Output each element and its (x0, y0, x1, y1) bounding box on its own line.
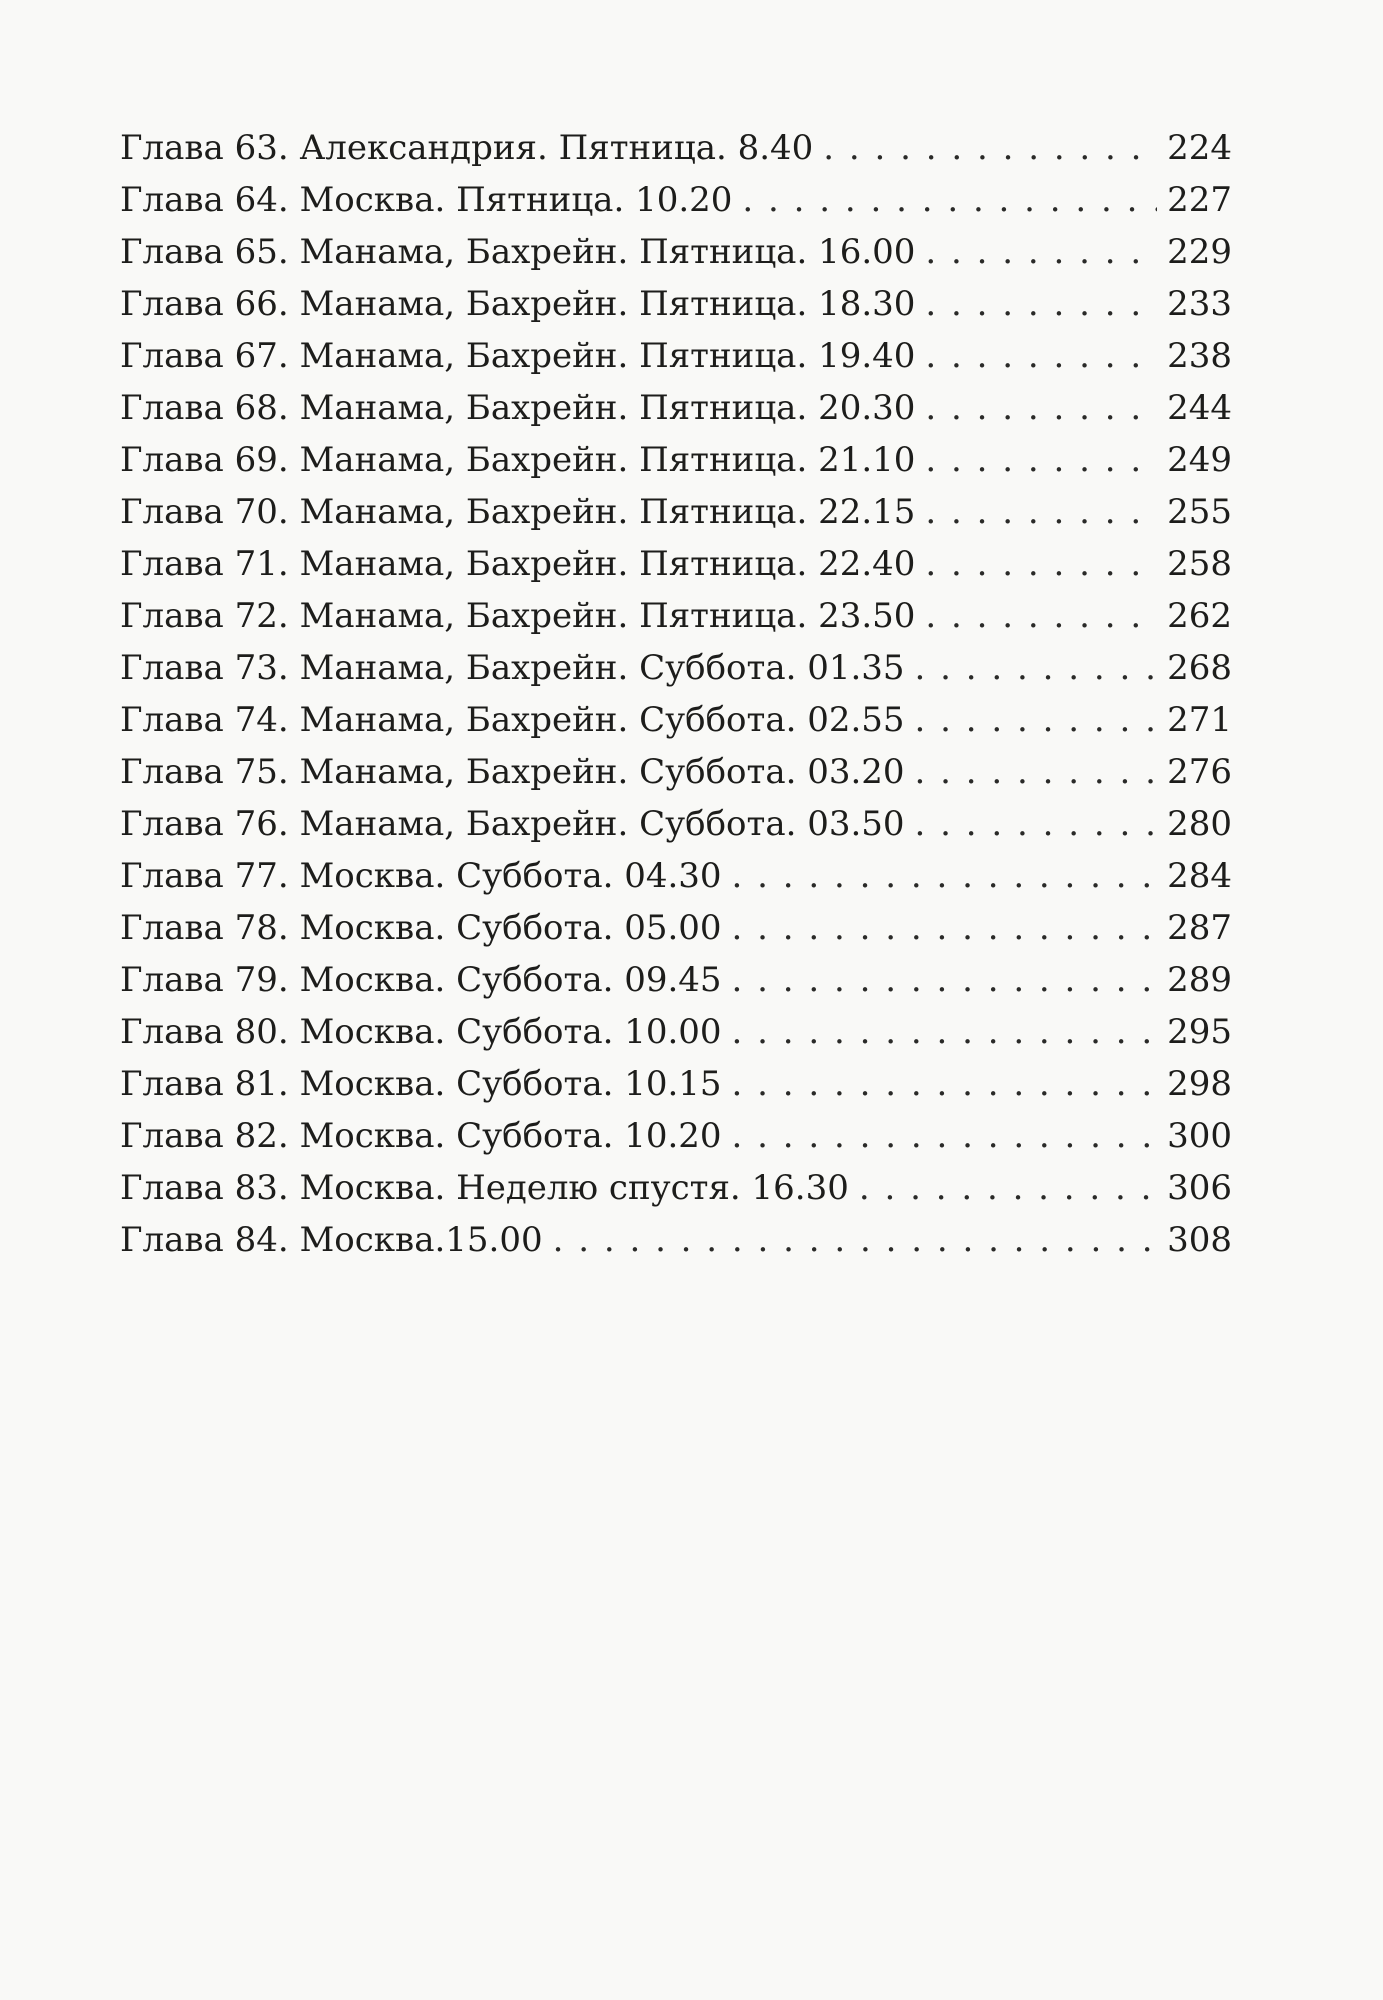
toc-entry-leader-dots (732, 902, 1158, 954)
toc-entry (120, 278, 1232, 330)
toc-entry (120, 590, 1232, 642)
toc-entry-leader-dots (925, 434, 1157, 486)
toc-entry-leader-dots (925, 226, 1157, 278)
toc-entry-leader-dots (925, 278, 1157, 330)
toc-entry-title: Глава 74. Манама, Бахрейн. Суббота. 02.55 (120, 700, 905, 740)
toc-entry (120, 1058, 1232, 1110)
toc-entry-title: Глава 78. Москва. Суббота. 05.00 (120, 908, 722, 948)
toc-entry (120, 954, 1232, 1006)
toc-entry-page-number: 289 (1167, 960, 1232, 1000)
toc-entry-title: Глава 69. Манама, Бахрейн. Пятница. 21.10 (120, 440, 916, 480)
toc-entry-leader-dots (915, 642, 1158, 694)
toc-entry-title: Глава 79. Москва. Суббота. 09.45 (120, 960, 722, 1000)
toc-entry (120, 1110, 1232, 1162)
toc-entry-page-number: 300 (1167, 1116, 1232, 1156)
toc-entry-leader-dots (732, 1058, 1158, 1110)
toc-entry-leader-dots (732, 850, 1158, 902)
toc-entry-page-number: 295 (1167, 1012, 1232, 1052)
toc-entry-title: Глава 63. Александрия. Пятница. 8.40 (120, 128, 814, 168)
toc-entry-title: Глава 66. Манама, Бахрейн. Пятница. 18.30 (120, 284, 916, 324)
toc-entry-leader-dots (553, 1214, 1157, 1266)
toc-entry-leader-dots (742, 174, 1157, 226)
toc-entry-title: Глава 83. Москва. Неделю спустя. 16.30 (120, 1168, 849, 1208)
toc-entry-page-number: 298 (1167, 1064, 1232, 1104)
toc-entry-title: Глава 70. Манама, Бахрейн. Пятница. 22.15 (120, 492, 916, 532)
toc-entry-leader-dots (823, 122, 1157, 174)
toc-entry-page-number: 229 (1167, 232, 1232, 272)
toc-entry-page-number: 255 (1167, 492, 1232, 532)
toc-entry (120, 538, 1232, 590)
toc-entry-page-number: 271 (1167, 700, 1232, 740)
toc-entry-page-number: 227 (1167, 180, 1232, 220)
toc-entry-title: Глава 65. Манама, Бахрейн. Пятница. 16.00 (120, 232, 916, 272)
toc-entry-title: Глава 80. Москва. Суббота. 10.00 (120, 1012, 722, 1052)
toc-entry-page-number: 262 (1167, 596, 1232, 636)
toc-entry-leader-dots (925, 590, 1157, 642)
toc-entry-page-number: 224 (1167, 128, 1232, 168)
toc-entry-leader-dots (925, 382, 1157, 434)
toc-entry (120, 642, 1232, 694)
toc-entry-leader-dots (925, 486, 1157, 538)
toc-entry-leader-dots (915, 694, 1158, 746)
toc-entry-title: Глава 75. Манама, Бахрейн. Суббота. 03.20 (120, 752, 905, 792)
toc-entry (120, 486, 1232, 538)
toc-entry (120, 798, 1232, 850)
toc-entry-title: Глава 64. Москва. Пятница. 10.20 (120, 180, 733, 220)
toc-entry-title: Глава 84. Москва.15.00 (120, 1220, 543, 1260)
toc-entry-page-number: 249 (1167, 440, 1232, 480)
toc-entry (120, 122, 1232, 174)
toc-entry (120, 382, 1232, 434)
toc-entry-leader-dots (732, 1006, 1158, 1058)
toc-entry-leader-dots (925, 538, 1157, 590)
toc-entry (120, 1006, 1232, 1058)
toc-entry-page-number: 287 (1167, 908, 1232, 948)
toc-entry-title: Глава 76. Манама, Бахрейн. Суббота. 03.50 (120, 804, 905, 844)
toc-entry-page-number: 268 (1167, 648, 1232, 688)
toc-entry (120, 174, 1232, 226)
toc-entry-title: Глава 82. Москва. Суббота. 10.20 (120, 1116, 722, 1156)
toc-entry (120, 226, 1232, 278)
toc-entry (120, 694, 1232, 746)
toc-entry (120, 850, 1232, 902)
table-of-contents (120, 122, 1232, 1266)
toc-entry-page-number: 306 (1167, 1168, 1232, 1208)
toc-entry-title: Глава 77. Москва. Суббота. 04.30 (120, 856, 722, 896)
toc-entry-title: Глава 71. Манама, Бахрейн. Пятница. 22.40 (120, 544, 916, 584)
toc-entry-page-number: 258 (1167, 544, 1232, 584)
toc-entry-page-number: 276 (1167, 752, 1232, 792)
toc-entry-page-number: 284 (1167, 856, 1232, 896)
toc-entry-page-number: 244 (1167, 388, 1232, 428)
toc-entry (120, 1162, 1232, 1214)
toc-entry (120, 1214, 1232, 1266)
toc-entry-leader-dots (925, 330, 1157, 382)
toc-entry-page-number: 308 (1167, 1220, 1232, 1260)
toc-entry-leader-dots (915, 746, 1158, 798)
toc-entry-page-number: 233 (1167, 284, 1232, 324)
toc-entry-title: Глава 68. Манама, Бахрейн. Пятница. 20.30 (120, 388, 916, 428)
toc-entry-page-number: 280 (1167, 804, 1232, 844)
toc-entry-leader-dots (915, 798, 1158, 850)
toc-entry-title: Глава 72. Манама, Бахрейн. Пятница. 23.50 (120, 596, 916, 636)
toc-entry (120, 434, 1232, 486)
toc-entry (120, 746, 1232, 798)
toc-entry (120, 330, 1232, 382)
toc-entry (120, 902, 1232, 954)
toc-entry-page-number: 238 (1167, 336, 1232, 376)
toc-entry-title: Глава 67. Манама, Бахрейн. Пятница. 19.40 (120, 336, 916, 376)
toc-entry-leader-dots (859, 1162, 1157, 1214)
toc-entry-title: Глава 81. Москва. Суббота. 10.15 (120, 1064, 722, 1104)
toc-entry-leader-dots (732, 1110, 1158, 1162)
toc-entry-leader-dots (732, 954, 1158, 1006)
toc-entry-title: Глава 73. Манама, Бахрейн. Суббота. 01.35 (120, 648, 905, 688)
